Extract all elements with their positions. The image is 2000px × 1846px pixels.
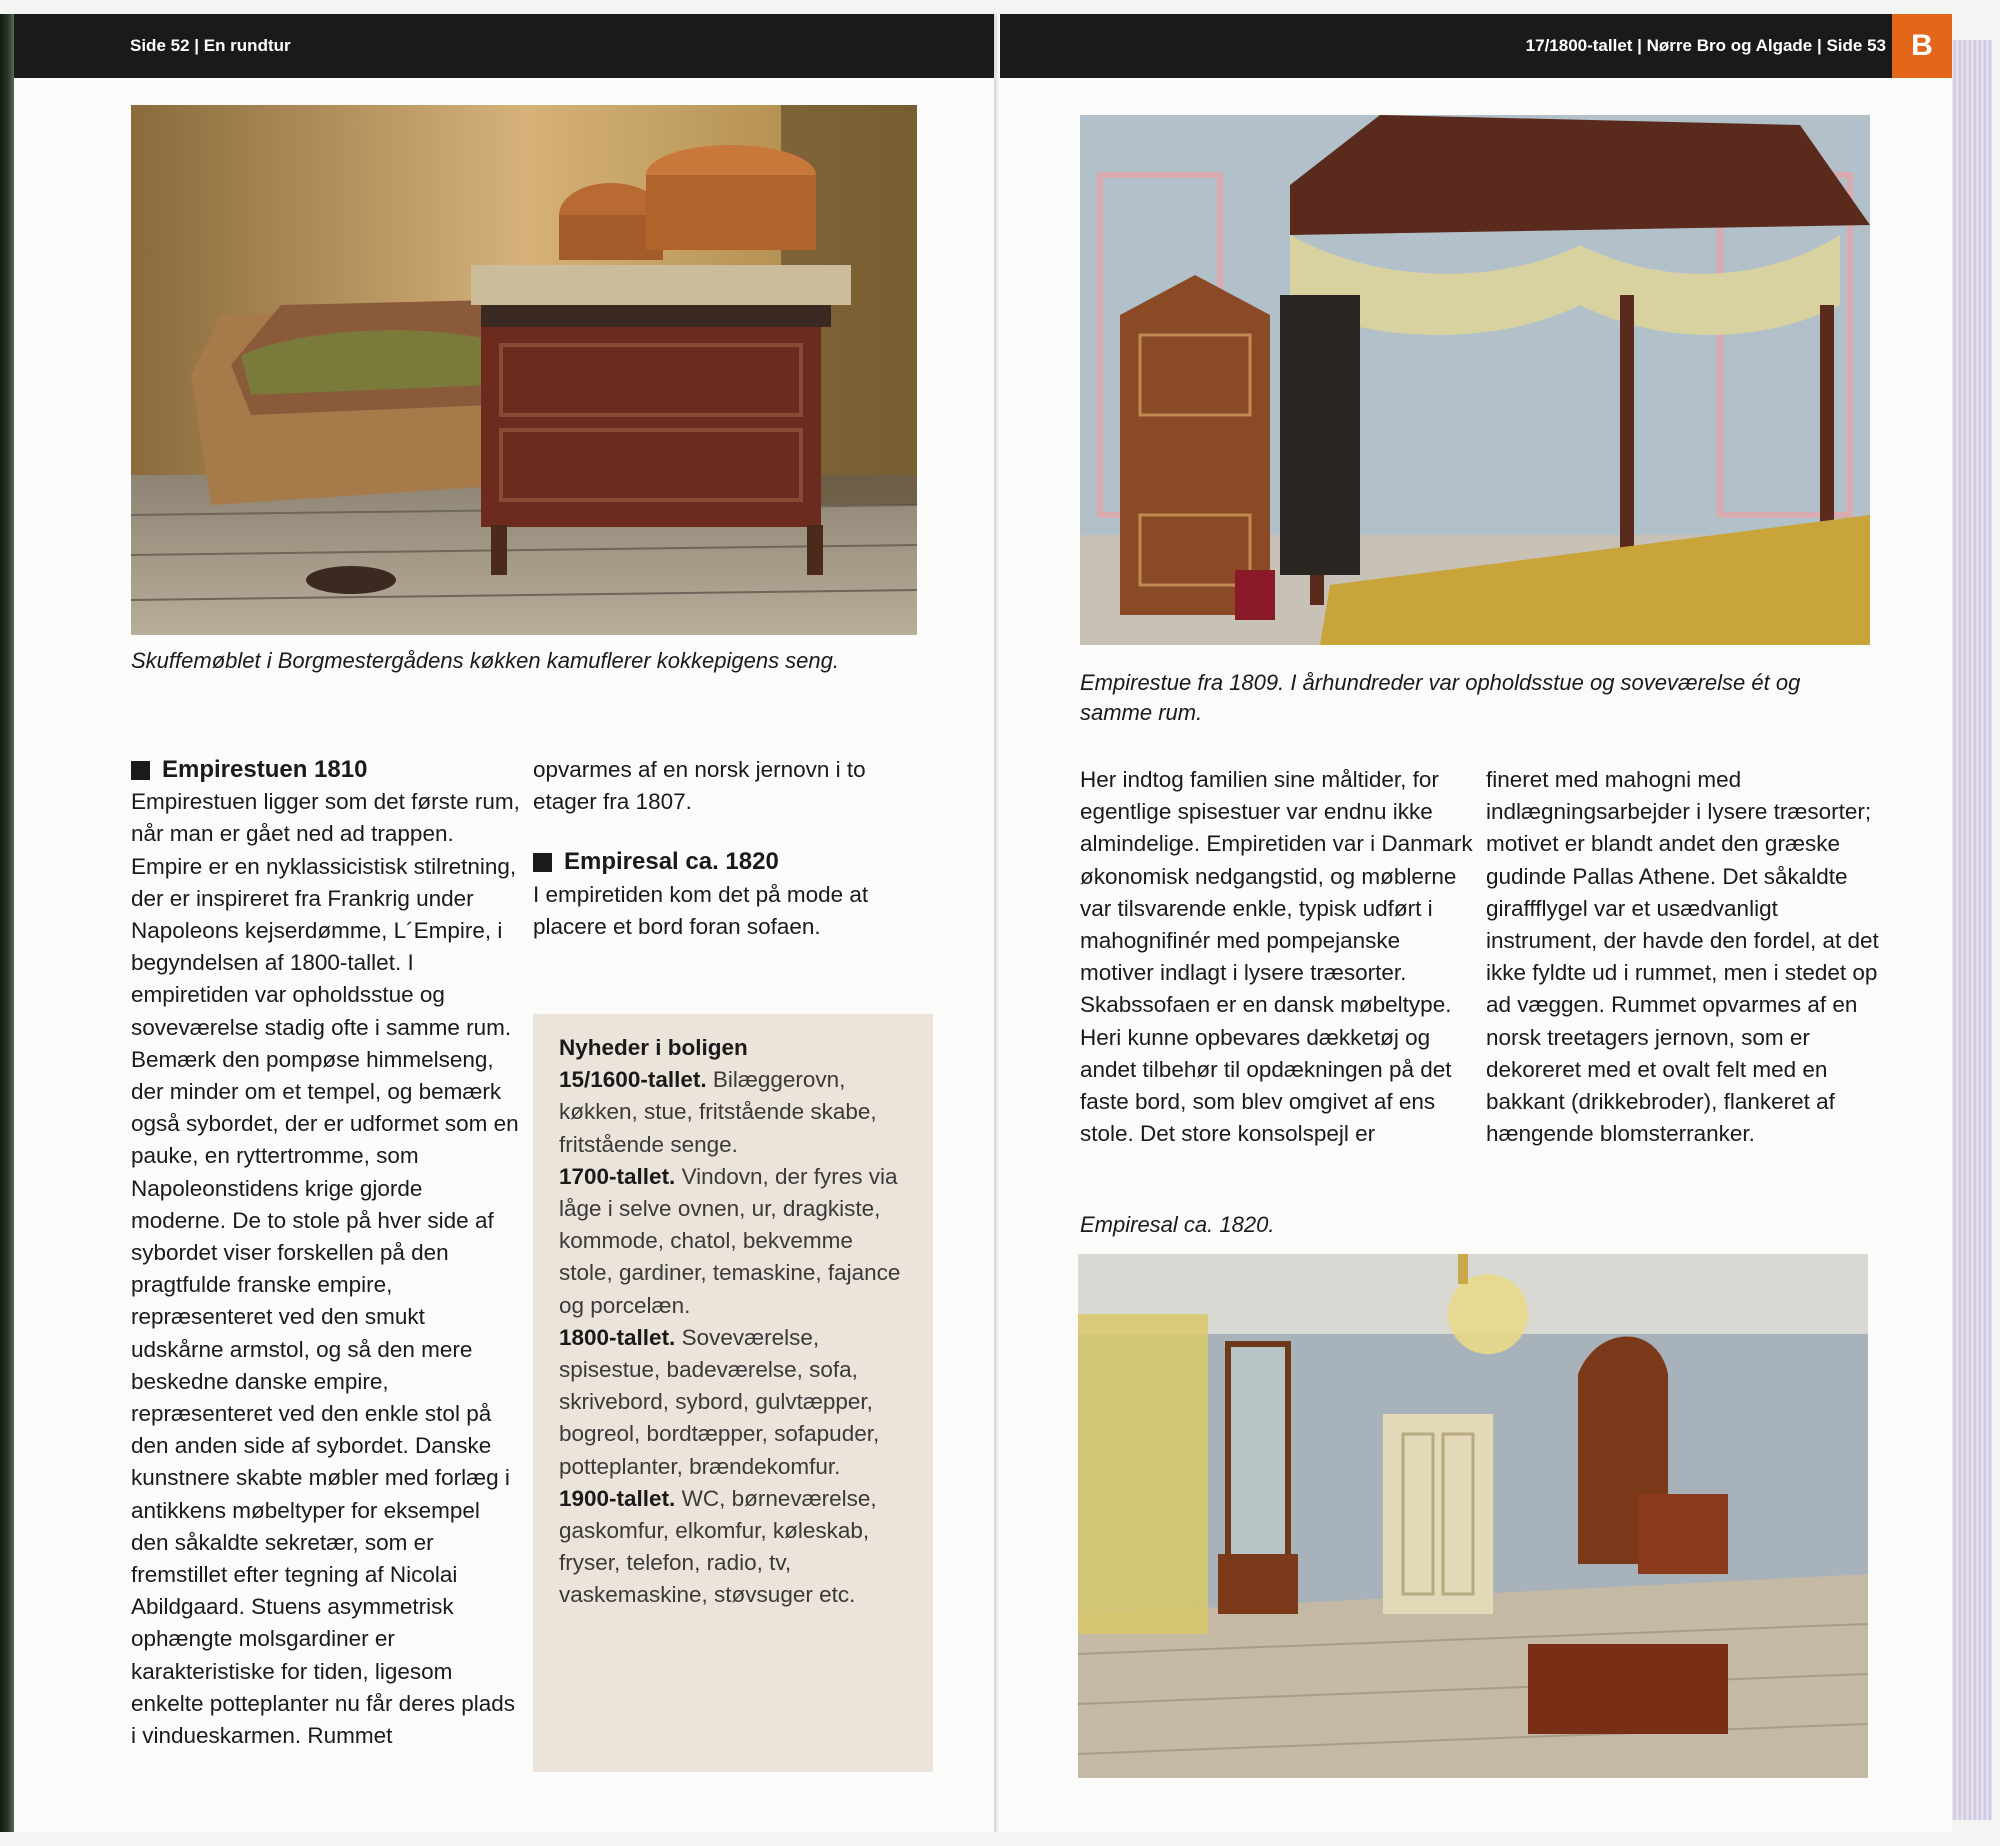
infobox-entry: 15/1600-tallet. Bilæggerovn, køkken, stue, fritstående skabe, fritstående senge. — [559, 1067, 877, 1157]
right-page — [1000, 14, 1952, 1832]
section-tab-b: B — [1892, 14, 1952, 78]
right-body-col1: Her indtog familien sine måltider, for egentlige spisestuer var endnu ikke almindelige. Empiretiden var i Danmark økonomisk nedgangstid, og møblerne var tilsvarende enkle, typisk udført i mahognifinér med pompejanske motiver indlagt i lysere træsorter. Skabssofaen er en dansk møbeltype. Heri kunne opbevares dækketøj og andet tilbehør til opdækningen på det faste bord, som blev omgivet af ens stole. Det store konsolspejl er — [1080, 767, 1473, 1147]
right-body-col2: fineret med mahogni med indlægningsarbejder i lysere træsorter; motivet er blandt andet den græske gudinde Pallas Athene. Det såkaldte giraffflygel var et usædvanligt instrument, der havde den fordel, at det ikke fyldte ud i rummet, men i stedet op ad væggen. Rummet opvarmes af en norsk treetagers jernovn, som er dekoreret med et ovalt felt med en bakkant (drikkebroder), flankeret af hængende blomsterranker. — [1486, 767, 1879, 1147]
running-header-left: Side 52 | En rundtur — [14, 14, 994, 78]
book-edge-right — [1952, 40, 1992, 1820]
empire-salon-photo — [1078, 1254, 1868, 1778]
left-page — [14, 14, 995, 1832]
left-column-2 — [533, 754, 923, 943]
section-heading-empiresal — [533, 846, 923, 878]
section-heading-text: Empirestuen 1810 — [162, 756, 368, 783]
infobox-title: Nyheder i boligen — [559, 1035, 748, 1060]
bedroom-photo-caption: Empirestue fra 1809. I århundreder var opholdsstue og soveværelse ét og samme rum. — [1080, 670, 1801, 725]
infobox-content — [559, 1032, 909, 1612]
infobox-entry: 1800-tallet. Soveværelse, spisestue, badeværelse, sofa, skrivebord, sybord, gulvtæpper, bogreol, bordtæpper, sofapuder, potteplanter, brændekomfur. — [559, 1324, 880, 1479]
book-edge-left — [0, 14, 14, 1832]
kitchen-chest-photo — [131, 105, 917, 635]
heading-square-icon — [131, 761, 150, 780]
column-continuation: opvarmes af en norsk jernovn i to etager fra 1807. — [533, 757, 866, 815]
kitchen-photo-caption: Skuffemøblet i Borgmestergådens køkken kamuflerer kokkepigens seng. — [131, 648, 839, 673]
infobox-entry: 1700-tallet. Vindovn, der fyres via låge i selve ovnen, ur, dragkiste, kommode, chatol, bekvemme stole, gardiner, temaskine, fajance og porcelæn. — [559, 1163, 901, 1318]
heading-square-icon — [533, 853, 552, 872]
salon-photo-caption: Empiresal ca. 1820. — [1080, 1212, 1275, 1237]
infobox-entry: 1900-tallet. WC, børneværelse, gaskomfur, elkomfur, køleskab, fryser, telefon, radio, tv, vaskemaskine, støvsuger etc. — [559, 1485, 877, 1608]
section-heading-empirestuen — [131, 754, 521, 786]
section-body-empirestuen: Empirestuen ligger som det første rum, når man er gået ned ad trappen. Empire er en nyklassicistisk stilretning, der er inspireret fra Frankrig under Napoleons kejserdømme, L´Empire, i begyndelsen af 1800-tallet. I empiretiden var opholdsstue og soveværelse stadig ofte i samme rum. Bemærk den pompøse himmelseng, der minder om et tempel, og bemærk også sybordet, der er udformet som en pauke, en ryttertromme, som Napoleonstidens krige gjorde moderne. De to stole på hver side af sybordet viser forskellen på den pragtfulde franske empire, repræsenteret ved den smukt udskårne armstol, og så den mere beskedne danske empire, repræsenteret ved den enkle stol på den anden side af sybordet. Danske kunstnere skabte møbler med forlæg i antikkens møbeltyper for eksempel den såkaldte sekretær, som er fremstillet efter tegning af Nicolai Abildgaard. Stuens asymmetrisk ophængte molsgardiner er karakteristiske for tiden, ligesom enkelte potteplanter nu får deres plads i vindueskarmen. Rummet — [131, 789, 520, 1749]
empire-bedroom-photo — [1080, 115, 1870, 645]
infobox-nyheder — [533, 1014, 933, 1772]
left-column-1 — [131, 754, 521, 1752]
right-column-2 — [1486, 764, 1886, 1150]
section-heading-text: Empiresal ca. 1820 — [564, 848, 779, 876]
section-body-empiresal: I empiretiden kom det på mode at placere et bord foran sofaen. — [533, 881, 869, 939]
right-column-1 — [1080, 764, 1480, 1150]
running-header-right: 17/1800-tallet | Nørre Bro og Algade | Side 53 — [1000, 14, 1952, 78]
